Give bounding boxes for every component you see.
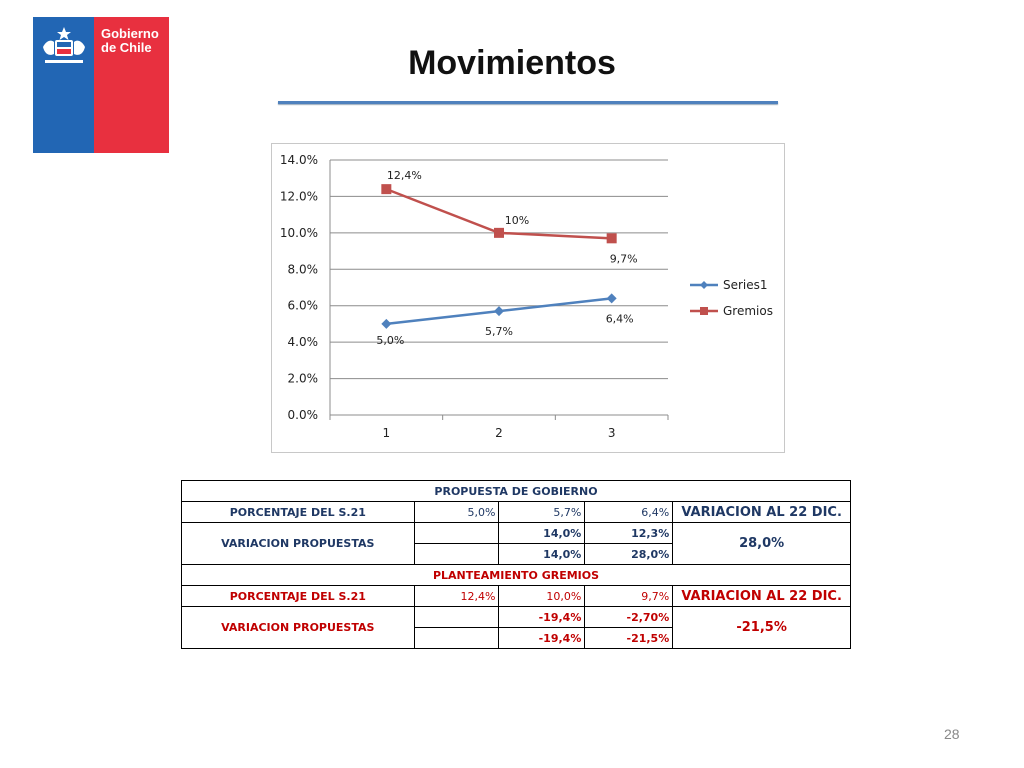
gov-pct-3: 6,4% (585, 502, 673, 523)
empty-cell (414, 544, 499, 565)
page-number: 28 (944, 726, 960, 742)
legend-label: Series1 (723, 278, 768, 292)
gremios-pct-3: 9,7% (585, 586, 673, 607)
y-tick-label: 10.0% (279, 225, 318, 240)
chart-svg (272, 144, 784, 452)
data-label: 5,0% (376, 333, 405, 347)
data-label: 5,7% (485, 325, 513, 339)
y-tick-label: 12.0% (279, 189, 318, 204)
y-tick-label: 2.0% (287, 371, 318, 386)
gremios-var-r1-1: -19,4% (499, 607, 585, 628)
gov-var-r1-2: 12,3% (585, 523, 673, 544)
legend-label: Gremios (723, 304, 773, 318)
x-tick-label: 1 (382, 426, 391, 440)
data-point (381, 184, 391, 194)
gov-header: PROPUESTA DE GOBIERNO (182, 481, 851, 502)
data-label: 9,7% (609, 252, 638, 266)
gremios-var-r2-2: -21,5% (585, 628, 673, 649)
data-point (494, 306, 504, 316)
empty-cell (414, 523, 499, 544)
gremios-pct-1: 12,4% (414, 586, 499, 607)
legend-marker (700, 281, 708, 289)
gremios-var-r1-2: -2,70% (585, 607, 673, 628)
gov-var-r1-1: 14,0% (499, 523, 585, 544)
gremios-var-title: VARIACION AL 22 DIC. (673, 586, 851, 607)
gremios-var-label: VARIACION PROPUESTAS (182, 607, 415, 649)
gov-pct-label: PORCENTAJE DEL S.21 (182, 502, 415, 523)
data-point (607, 233, 617, 243)
y-tick-label: 0.0% (287, 408, 318, 422)
line-chart (271, 143, 785, 453)
title-underline (278, 101, 778, 104)
gremios-pct-2: 10,0% (499, 586, 585, 607)
gov-var-label: VARIACION PROPUESTAS (182, 523, 415, 565)
logo-text: Gobierno de Chile (101, 26, 159, 55)
empty-cell (414, 628, 499, 649)
gov-pct-2: 5,7% (499, 502, 585, 523)
x-tick-label: 3 (607, 426, 616, 440)
legend-marker (700, 307, 708, 315)
y-tick-label: 4.0% (287, 335, 318, 350)
x-tick-label: 2 (495, 426, 503, 440)
gov-pct-1: 5,0% (414, 502, 499, 523)
gov-var-title: VARIACION AL 22 DIC. (673, 502, 851, 523)
gov-var-r2-1: 14,0% (499, 544, 585, 565)
data-label: 12,4% (386, 169, 422, 183)
data-label: 6,4% (605, 312, 634, 326)
data-point (381, 319, 391, 329)
gremios-pct-label: PORCENTAJE DEL S.21 (182, 586, 415, 607)
gov-var-r2-2: 28,0% (585, 544, 673, 565)
gov-var-total: 28,0% (673, 523, 851, 565)
y-tick-label: 8.0% (287, 262, 318, 277)
y-tick-label: 6.0% (287, 298, 318, 313)
data-point (494, 228, 504, 238)
gobierno-de-chile-logo (33, 17, 169, 153)
empty-cell (414, 607, 499, 628)
gremios-var-r2-1: -19,4% (499, 628, 585, 649)
y-tick-label: 14.0% (279, 153, 318, 167)
data-table (181, 480, 851, 649)
gremios-header: PLANTEAMIENTO GREMIOS (182, 565, 851, 586)
page-title: Movimientos (408, 44, 616, 82)
data-point (607, 293, 617, 303)
gremios-var-total: -21,5% (673, 607, 851, 649)
data-label: 10% (504, 213, 530, 227)
